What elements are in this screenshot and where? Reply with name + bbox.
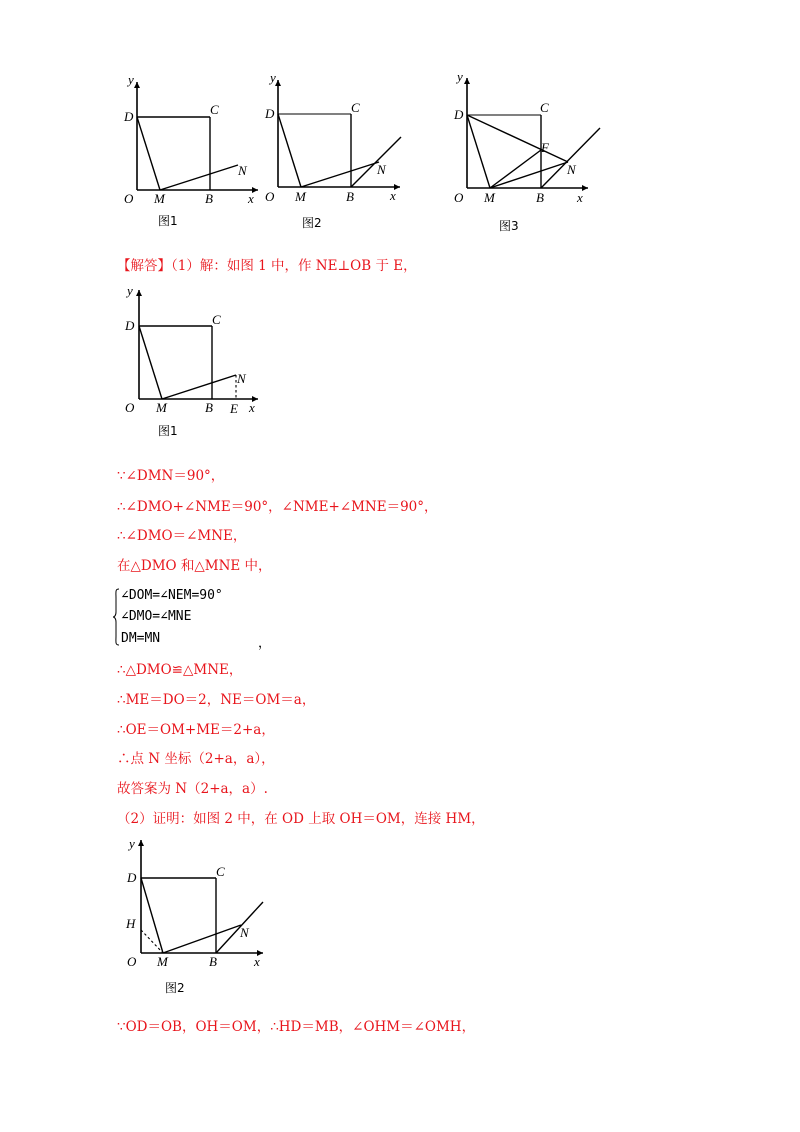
label-x: x [254, 954, 260, 969]
solution-header: 【解答】（1）解：如图 1 中，作 NE⊥OB 于 E， [117, 258, 417, 274]
label-B: B [209, 954, 217, 969]
label-M: M [295, 189, 306, 204]
brace-icon [112, 588, 120, 646]
segment-MN [162, 375, 236, 399]
segment-DM [467, 115, 490, 188]
label-N: N [238, 163, 247, 178]
label-B: B [346, 189, 354, 204]
label-y: y [127, 283, 133, 298]
label-C: C [540, 100, 549, 115]
label-C: C [210, 102, 219, 117]
label-O: O [124, 191, 134, 206]
system-line-3: DM=MN [121, 631, 161, 646]
label-x: x [249, 400, 255, 415]
label-F: F [541, 140, 549, 155]
label-O: O [265, 189, 275, 204]
proof-line-4: 在△DMO 和△MNE 中， [117, 558, 272, 574]
label-D: D [124, 109, 134, 124]
system-line-1: ∠DOM=∠NEM=90° [121, 588, 223, 603]
figure-3-top [440, 70, 605, 235]
segment-DN [467, 115, 568, 162]
figure-1-solution [112, 282, 262, 442]
segment-DM [139, 326, 162, 399]
label-x: x [577, 190, 583, 205]
label-y: y [270, 70, 276, 85]
bisector-ray [541, 128, 600, 188]
proof-line-3: ∴∠DMO＝∠MNE， [117, 528, 247, 544]
figure-caption: 图1 [158, 214, 178, 228]
segment-MN [490, 162, 568, 188]
figure-caption: 图3 [499, 219, 519, 233]
label-N: N [377, 162, 386, 177]
label-E: E [230, 401, 238, 416]
figure-2-solution [113, 834, 273, 1004]
label-C: C [216, 864, 225, 879]
label-M: M [484, 190, 495, 205]
label-C: C [351, 100, 360, 115]
label-D: D [127, 870, 137, 885]
label-O: O [127, 954, 137, 969]
label-N: N [237, 371, 246, 386]
label-B: B [205, 191, 213, 206]
proof-line-7: ∴OE＝OM+ME＝2+a， [117, 722, 275, 738]
system-line-2: ∠DMO=∠MNE [121, 609, 192, 624]
segment-MN [160, 165, 238, 190]
segment-DM [278, 114, 301, 187]
bisector-ray [351, 137, 401, 187]
label-D: D [125, 318, 135, 333]
label-N: N [567, 162, 576, 177]
label-y: y [129, 836, 135, 851]
label-M: M [156, 400, 167, 415]
segment-MF [490, 150, 541, 188]
label-x: x [390, 188, 396, 203]
label-y: y [457, 69, 463, 84]
segment-MN [301, 162, 379, 187]
label-M: M [157, 954, 168, 969]
label-C: C [212, 312, 221, 327]
figure-2-top [253, 70, 403, 235]
figure-1-top [110, 70, 260, 235]
system-comma: ， [258, 636, 272, 651]
segment-DM [137, 117, 160, 190]
part-2-header: （2）证明：如图 2 中，在 OD 上取 OH＝OM，连接 HM， [117, 811, 485, 827]
label-B: B [536, 190, 544, 205]
label-y: y [128, 72, 134, 87]
label-O: O [454, 190, 464, 205]
proof-line-2: ∴∠DMO+∠NME＝90°，∠NME+∠MNE＝90°， [117, 499, 438, 515]
proof-line-1: ∵∠DMN＝90°， [117, 468, 225, 484]
figure-caption: 图1 [158, 424, 178, 438]
proof-line-5: ∴△DMO≌△MNE， [117, 662, 243, 678]
proof-line-last: ∵OD＝OB，OH＝OM，∴HD＝MB，∠OHM＝∠OMH， [117, 1019, 476, 1035]
label-H: H [126, 916, 136, 931]
figure-caption: 图2 [165, 981, 185, 995]
figure-caption: 图2 [302, 216, 322, 230]
label-x: x [248, 191, 254, 206]
proof-line-6: ∴ME＝DO＝2，NE＝OM＝a， [117, 692, 316, 708]
proof-line-8: ∴点 N 坐标（2+a，a）， [117, 751, 275, 767]
label-D: D [265, 106, 275, 121]
label-O: O [125, 400, 135, 415]
label-B: B [205, 400, 213, 415]
label-M: M [154, 191, 165, 206]
label-N: N [240, 925, 249, 940]
label-D: D [454, 107, 464, 122]
proof-line-9: 故答案为 N（2+a，a）. [117, 781, 268, 797]
